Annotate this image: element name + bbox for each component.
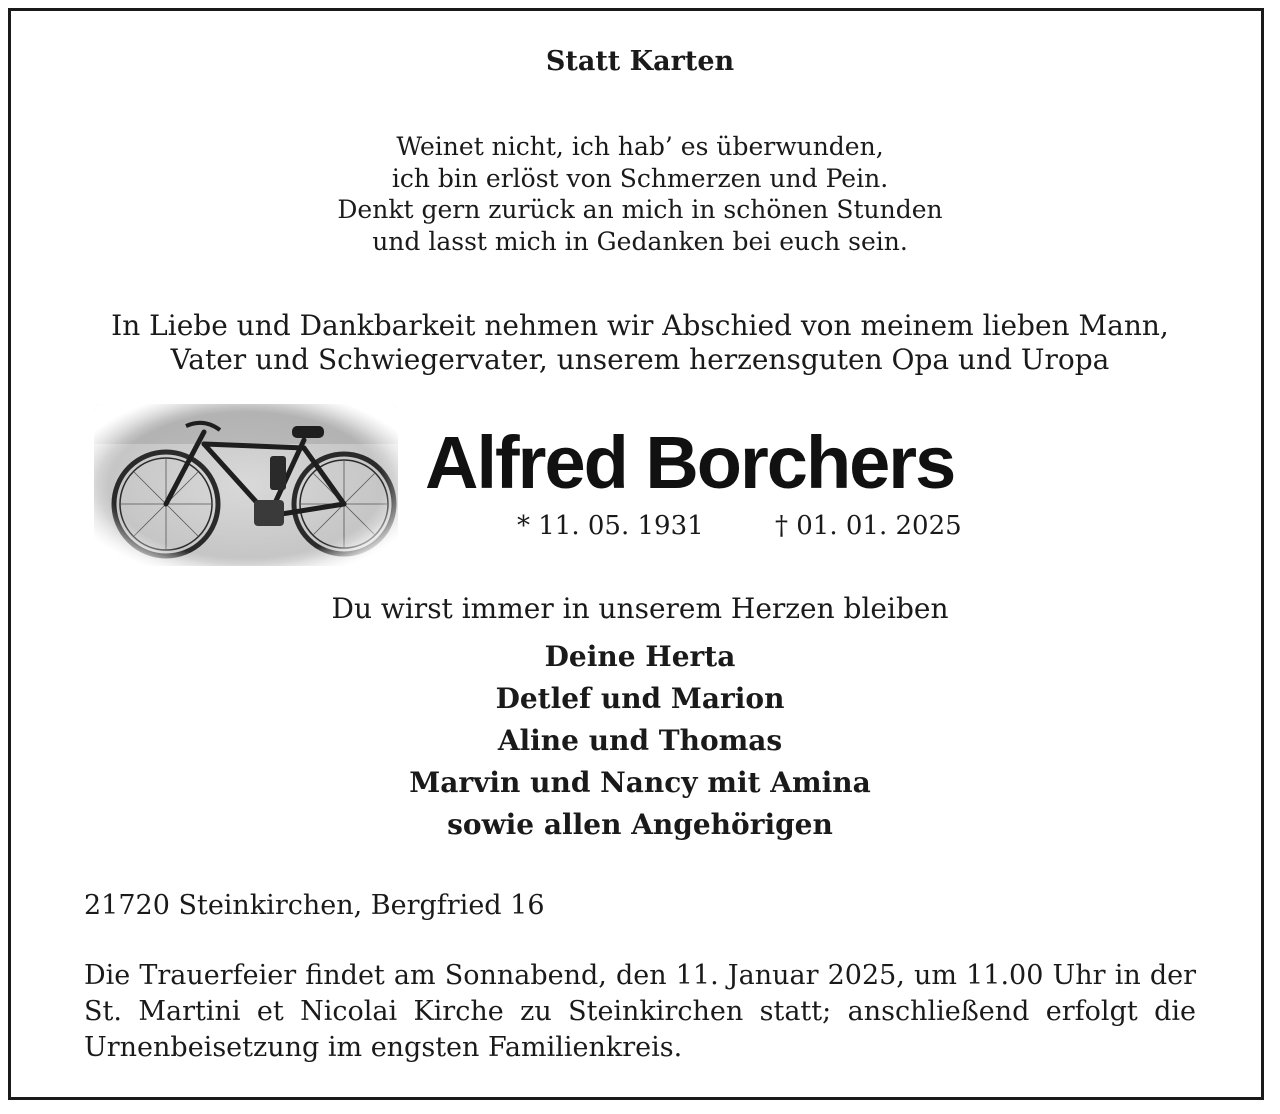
family-member: Aline und Thomas xyxy=(497,724,783,757)
family-member: Marvin und Nancy mit Amina xyxy=(409,766,871,799)
address: 21720 Steinkirchen, Bergfried 16 xyxy=(84,890,545,921)
death-date: † 01. 01. 2025 xyxy=(775,511,962,541)
family-member: Detlef und Marion xyxy=(495,682,785,715)
family-member: Deine Herta xyxy=(544,640,736,673)
intro-text xyxy=(0,309,1280,377)
poem-line: Denkt gern zurück an mich in schönen Stunden xyxy=(337,195,943,224)
intro-line: Vater und Schwiegervater, unserem herzensguten Opa und Uropa xyxy=(170,343,1110,376)
deceased-name: Alfred Borchers xyxy=(425,421,955,504)
bicycle-icon xyxy=(94,404,398,566)
poem-line: ich bin erlöst von Schmerzen und Pein. xyxy=(391,163,889,193)
birth-date: * 11. 05. 1931 xyxy=(517,511,704,541)
bicycle-photo xyxy=(94,404,398,566)
ceremony-info: Die Trauerfeier findet am Sonnabend, den 11. Januar 2025, um 11.00 Uhr in der St. Martini et Nicolai Kirche zu Steinkirchen statt; anschließend erfolgt die Urnenbeisetzung im engsten Familienkreis. xyxy=(84,960,1196,1063)
family-list xyxy=(0,636,1280,846)
remember-line: Du wirst immer in unserem Herzen bleiben xyxy=(331,592,949,625)
poem xyxy=(0,131,1280,257)
family-member: sowie allen Angehörigen xyxy=(447,808,833,841)
poem-line: Weinet nicht, ich hab’ es überwunden, xyxy=(396,132,884,161)
intro-line: In Liebe und Dankbarkeit nehmen wir Abschied von meinem lieben Mann, xyxy=(111,309,1169,342)
notice-heading: Statt Karten xyxy=(545,46,735,77)
poem-line: und lasst mich in Gedanken bei euch sein. xyxy=(372,226,908,256)
